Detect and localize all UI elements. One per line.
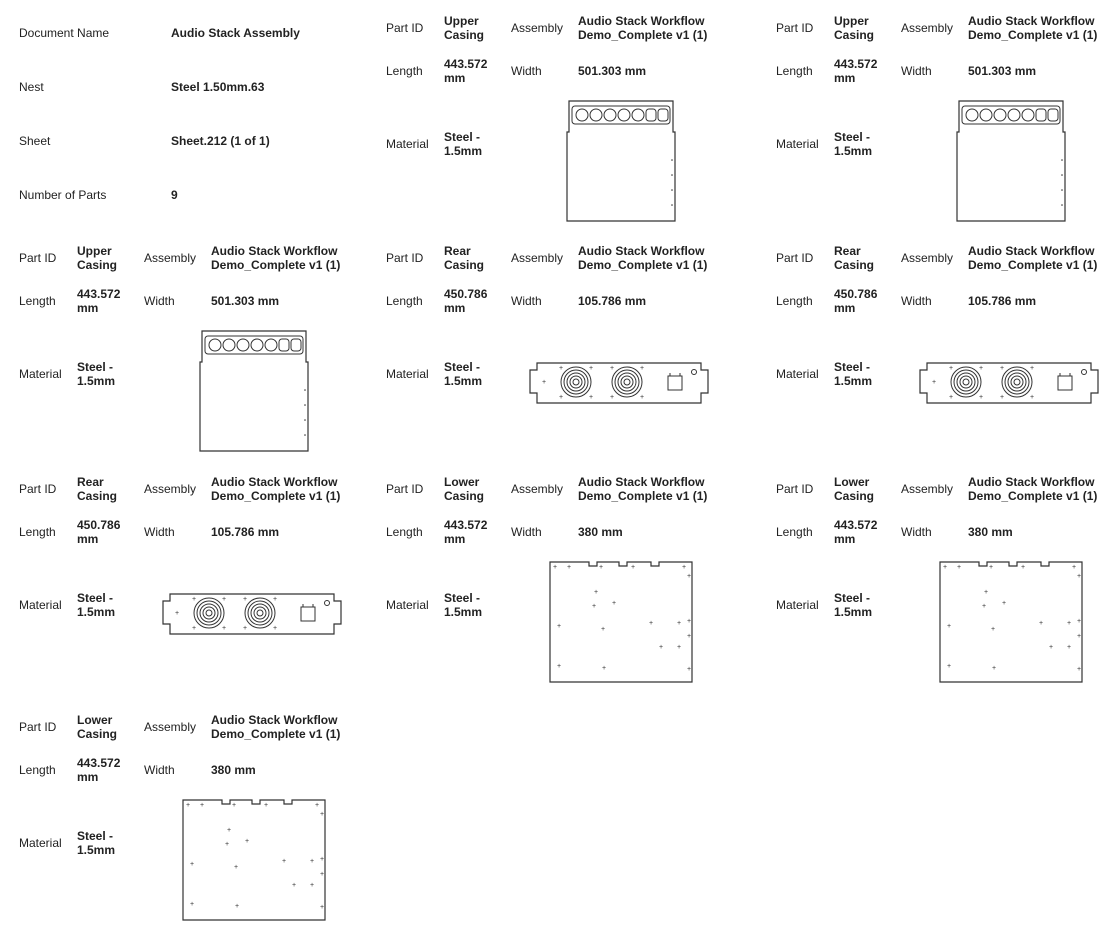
part-id-value	[444, 244, 484, 272]
svg-text:+: +	[319, 871, 325, 878]
material-line: Steel -	[834, 360, 871, 374]
svg-text:+: +	[242, 625, 248, 632]
part-card	[757, 0, 1120, 230]
svg-text:+: +	[552, 564, 558, 571]
part-id-line: Lower	[834, 475, 870, 489]
svg-text:+: +	[600, 626, 606, 633]
length-line: mm	[444, 301, 466, 315]
assembly-label: Assembly	[144, 482, 197, 496]
length-value	[444, 287, 487, 315]
svg-text:+: +	[1076, 633, 1082, 640]
svg-text:+: +	[630, 564, 636, 571]
part-card	[367, 0, 747, 230]
material-value	[834, 130, 872, 158]
material-line: Steel -	[444, 130, 481, 144]
svg-text:+: +	[234, 903, 240, 910]
svg-text:+: +	[558, 394, 564, 401]
summary-label: Sheet	[19, 134, 51, 148]
material-value	[77, 591, 115, 619]
material-line: 1.5mm	[77, 605, 116, 619]
svg-text:+: +	[231, 802, 237, 809]
length-line: 450.786	[77, 518, 121, 532]
part-id-line: Casing	[77, 489, 118, 503]
part-id-label: Part ID	[776, 251, 814, 265]
part-shape-preview	[529, 360, 711, 406]
summary-label: Document Name	[19, 26, 110, 40]
length-line: 443.572	[444, 518, 488, 532]
assembly-label: Assembly	[901, 251, 954, 265]
assembly-line: Demo_Complete v1 (1)	[211, 727, 341, 741]
length-label: Length	[386, 294, 423, 308]
svg-text:+: +	[676, 644, 682, 651]
assembly-line: Demo_Complete v1 (1)	[968, 258, 1098, 272]
length-label: Length	[19, 763, 56, 777]
summary-value: Audio Stack Assembly	[171, 26, 300, 40]
document-summary	[0, 0, 380, 230]
assembly-line: Audio Stack Workflow	[968, 244, 1095, 258]
material-label: Material	[19, 367, 62, 381]
material-line: Steel -	[77, 360, 114, 374]
assembly-label: Assembly	[511, 21, 564, 35]
svg-text:+: +	[221, 596, 227, 603]
material-line: 1.5mm	[834, 605, 873, 619]
length-label: Length	[19, 525, 56, 539]
assembly-label: Assembly	[144, 720, 197, 734]
part-id-value	[834, 475, 874, 503]
assembly-value	[968, 475, 1097, 503]
material-label: Material	[776, 598, 819, 612]
part-id-value	[77, 244, 117, 272]
assembly-line: Demo_Complete v1 (1)	[968, 28, 1098, 42]
part-id-line: Casing	[834, 489, 875, 503]
svg-text:+: +	[1001, 600, 1007, 607]
width-value: 105.786 mm	[211, 525, 280, 539]
material-line: 1.5mm	[77, 374, 116, 388]
length-value	[77, 518, 120, 546]
assembly-value	[968, 244, 1097, 272]
svg-text:+: +	[946, 623, 952, 630]
material-line: Steel -	[444, 360, 481, 374]
svg-text:+: +	[244, 838, 250, 845]
material-label: Material	[19, 598, 62, 612]
material-value	[444, 130, 482, 158]
assembly-line: Demo_Complete v1 (1)	[578, 258, 708, 272]
svg-text:+: +	[263, 802, 269, 809]
width-label: Width	[144, 525, 175, 539]
length-label: Length	[386, 525, 423, 539]
length-line: 443.572	[834, 57, 878, 71]
svg-text:+: +	[686, 633, 692, 640]
svg-text:+: +	[189, 901, 195, 908]
svg-text:+: +	[593, 589, 599, 596]
length-line: 443.572	[834, 518, 878, 532]
svg-text:+: +	[1038, 620, 1044, 627]
length-line: mm	[444, 71, 466, 85]
svg-text:+: +	[676, 620, 682, 627]
svg-text:+: +	[1029, 365, 1035, 372]
svg-text:+: +	[978, 394, 984, 401]
svg-text:+: +	[681, 564, 687, 571]
svg-text:+: +	[990, 626, 996, 633]
part-id-value	[77, 475, 117, 503]
svg-text:+: +	[1076, 573, 1082, 580]
assembly-value	[578, 475, 707, 503]
svg-text:+: +	[611, 600, 617, 607]
width-label: Width	[901, 64, 932, 78]
assembly-value	[968, 14, 1097, 42]
assembly-line: Demo_Complete v1 (1)	[211, 258, 341, 272]
summary-label: Number of Parts	[19, 188, 107, 202]
length-line: mm	[77, 770, 99, 784]
length-line: mm	[444, 532, 466, 546]
width-label: Width	[901, 294, 932, 308]
svg-text:+: +	[1066, 620, 1072, 627]
part-id-label: Part ID	[19, 720, 57, 734]
svg-text:+: +	[314, 802, 320, 809]
assembly-line: Audio Stack Workflow	[968, 475, 1095, 489]
part-shape-preview	[199, 330, 309, 452]
svg-text:+: +	[191, 625, 197, 632]
summary-value: Sheet.212 (1 of 1)	[171, 134, 270, 148]
svg-text:+: +	[948, 394, 954, 401]
svg-text:+: +	[639, 394, 645, 401]
width-value: 501.303 mm	[211, 294, 280, 308]
length-value	[444, 518, 487, 546]
width-value: 501.303 mm	[578, 64, 647, 78]
length-value	[834, 518, 877, 546]
assembly-line: Audio Stack Workflow	[578, 14, 705, 28]
length-line: mm	[834, 532, 856, 546]
svg-text:+: +	[931, 379, 937, 386]
material-line: 1.5mm	[834, 374, 873, 388]
svg-text:+: +	[999, 365, 1005, 372]
length-line: mm	[77, 532, 99, 546]
svg-text:+: +	[556, 663, 562, 670]
svg-text:+: +	[1029, 394, 1035, 401]
width-label: Width	[144, 763, 175, 777]
part-id-line: Lower	[77, 713, 113, 727]
material-line: Steel -	[77, 829, 114, 843]
assembly-line: Demo_Complete v1 (1)	[578, 28, 708, 42]
material-label: Material	[386, 137, 429, 151]
material-line: 1.5mm	[834, 144, 873, 158]
material-line: 1.5mm	[444, 605, 483, 619]
part-id-line: Upper	[77, 244, 112, 258]
width-label: Width	[901, 525, 932, 539]
assembly-line: Audio Stack Workflow	[211, 244, 338, 258]
part-shape-preview	[182, 799, 326, 921]
svg-text:+: +	[309, 858, 315, 865]
assembly-line: Demo_Complete v1 (1)	[578, 489, 708, 503]
summary-value: 9	[171, 188, 178, 202]
part-card	[0, 699, 380, 929]
part-id-label: Part ID	[386, 482, 424, 496]
assembly-label: Assembly	[144, 251, 197, 265]
material-value	[77, 360, 115, 388]
svg-text:+: +	[588, 365, 594, 372]
part-id-label: Part ID	[386, 21, 424, 35]
svg-text:+: +	[191, 596, 197, 603]
part-id-value	[444, 14, 484, 42]
assembly-label: Assembly	[901, 482, 954, 496]
part-shape-preview	[162, 591, 344, 637]
svg-text:+: +	[639, 365, 645, 372]
svg-text:+: +	[588, 394, 594, 401]
material-value	[834, 360, 872, 388]
assembly-line: Demo_Complete v1 (1)	[211, 489, 341, 503]
svg-text:+: +	[1066, 644, 1072, 651]
material-line: 1.5mm	[444, 374, 483, 388]
svg-text:+: +	[319, 856, 325, 863]
material-line: Steel -	[444, 591, 481, 605]
length-value	[834, 287, 877, 315]
svg-text:+: +	[224, 841, 230, 848]
material-label: Material	[386, 598, 429, 612]
length-line: 443.572	[77, 756, 121, 770]
svg-text:+: +	[658, 644, 664, 651]
svg-text:+: +	[566, 564, 572, 571]
part-id-line: Casing	[444, 489, 485, 503]
length-label: Length	[19, 294, 56, 308]
assembly-label: Assembly	[901, 21, 954, 35]
assembly-line: Audio Stack Workflow	[211, 475, 338, 489]
svg-text:+: +	[541, 379, 547, 386]
length-label: Length	[386, 64, 423, 78]
svg-text:+: +	[948, 365, 954, 372]
assembly-value	[211, 475, 340, 503]
width-value: 380 mm	[211, 763, 256, 777]
length-line: 443.572	[444, 57, 488, 71]
svg-text:+: +	[556, 623, 562, 630]
svg-text:+: +	[686, 573, 692, 580]
length-value	[77, 756, 120, 784]
svg-text:+: +	[609, 394, 615, 401]
assembly-line: Audio Stack Workflow	[578, 475, 705, 489]
part-id-line: Lower	[444, 475, 480, 489]
svg-text:+: +	[233, 864, 239, 871]
length-value	[834, 57, 877, 85]
part-shape-preview	[956, 100, 1066, 222]
width-label: Width	[511, 64, 542, 78]
material-value	[444, 591, 482, 619]
svg-text:+: +	[648, 620, 654, 627]
svg-text:+: +	[609, 365, 615, 372]
svg-text:+: +	[291, 882, 297, 889]
part-id-line: Rear	[444, 244, 471, 258]
part-shape-preview	[939, 561, 1083, 683]
length-line: 450.786	[444, 287, 488, 301]
svg-text:+: +	[946, 663, 952, 670]
width-value: 380 mm	[968, 525, 1013, 539]
part-id-line: Rear	[834, 244, 861, 258]
width-value: 380 mm	[578, 525, 623, 539]
svg-text:+: +	[272, 596, 278, 603]
part-shape-preview	[549, 561, 693, 683]
part-card	[757, 230, 1120, 460]
part-id-line: Casing	[444, 28, 485, 42]
width-value: 105.786 mm	[968, 294, 1037, 308]
material-label: Material	[776, 367, 819, 381]
part-id-line: Casing	[77, 258, 118, 272]
svg-text:+: +	[1076, 618, 1082, 625]
summary-label: Nest	[19, 80, 44, 94]
svg-text:+: +	[221, 625, 227, 632]
material-label: Material	[776, 137, 819, 151]
svg-text:+: +	[309, 882, 315, 889]
length-value	[444, 57, 487, 85]
part-id-value	[444, 475, 484, 503]
material-label: Material	[386, 367, 429, 381]
length-value	[77, 287, 120, 315]
svg-text:+: +	[242, 596, 248, 603]
assembly-value	[211, 713, 340, 741]
length-line: 443.572	[77, 287, 121, 301]
svg-text:+: +	[686, 666, 692, 673]
material-value	[444, 360, 482, 388]
material-line: Steel -	[77, 591, 114, 605]
svg-text:+: +	[999, 394, 1005, 401]
part-shape-preview	[919, 360, 1101, 406]
assembly-line: Audio Stack Workflow	[578, 244, 705, 258]
part-id-label: Part ID	[386, 251, 424, 265]
summary-value: Steel 1.50mm.63	[171, 80, 265, 94]
part-card	[0, 461, 380, 691]
part-id-value	[834, 244, 874, 272]
material-line: 1.5mm	[77, 843, 116, 857]
svg-text:+: +	[942, 564, 948, 571]
svg-text:+: +	[983, 589, 989, 596]
svg-text:+: +	[319, 811, 325, 818]
assembly-line: Audio Stack Workflow	[968, 14, 1095, 28]
part-id-line: Casing	[834, 28, 875, 42]
svg-text:+: +	[981, 603, 987, 610]
svg-text:+: +	[601, 665, 607, 672]
svg-text:+: +	[1048, 644, 1054, 651]
svg-text:+: +	[319, 904, 325, 911]
length-label: Length	[776, 64, 813, 78]
svg-text:+: +	[598, 564, 604, 571]
svg-text:+: +	[281, 858, 287, 865]
length-label: Length	[776, 294, 813, 308]
part-card	[0, 230, 380, 460]
svg-text:+: +	[988, 564, 994, 571]
svg-text:+: +	[189, 861, 195, 868]
svg-text:+: +	[558, 365, 564, 372]
part-id-line: Upper	[444, 14, 479, 28]
material-value	[834, 591, 872, 619]
assembly-value	[578, 244, 707, 272]
svg-text:+: +	[978, 365, 984, 372]
svg-text:+: +	[1020, 564, 1026, 571]
svg-text:+: +	[226, 827, 232, 834]
part-id-line: Casing	[77, 727, 118, 741]
assembly-line: Demo_Complete v1 (1)	[968, 489, 1098, 503]
material-label: Material	[19, 836, 62, 850]
assembly-label: Assembly	[511, 482, 564, 496]
part-id-value	[77, 713, 117, 741]
width-value: 105.786 mm	[578, 294, 647, 308]
length-line: 450.786	[834, 287, 878, 301]
part-card	[367, 230, 747, 460]
svg-text:+: +	[956, 564, 962, 571]
length-line: mm	[77, 301, 99, 315]
width-label: Width	[511, 525, 542, 539]
part-shape-preview	[566, 100, 676, 222]
part-id-label: Part ID	[19, 251, 57, 265]
svg-text:+: +	[199, 802, 205, 809]
assembly-label: Assembly	[511, 251, 564, 265]
part-id-value	[834, 14, 874, 42]
part-id-label: Part ID	[19, 482, 57, 496]
svg-text:+: +	[1071, 564, 1077, 571]
width-value: 501.303 mm	[968, 64, 1037, 78]
width-label: Width	[511, 294, 542, 308]
part-id-line: Casing	[444, 258, 485, 272]
svg-text:+: +	[686, 618, 692, 625]
svg-text:+: +	[185, 802, 191, 809]
part-card	[757, 461, 1120, 691]
material-value	[77, 829, 115, 857]
assembly-line: Audio Stack Workflow	[211, 713, 338, 727]
part-id-label: Part ID	[776, 21, 814, 35]
material-line: 1.5mm	[444, 144, 483, 158]
part-id-line: Upper	[834, 14, 869, 28]
assembly-value	[211, 244, 340, 272]
svg-text:+: +	[991, 665, 997, 672]
length-label: Length	[776, 525, 813, 539]
assembly-value	[578, 14, 707, 42]
material-line: Steel -	[834, 591, 871, 605]
svg-text:+: +	[174, 610, 180, 617]
svg-text:+: +	[272, 625, 278, 632]
part-id-label: Part ID	[776, 482, 814, 496]
part-id-line: Casing	[834, 258, 875, 272]
part-id-line: Rear	[77, 475, 104, 489]
width-label: Width	[144, 294, 175, 308]
svg-text:+: +	[1076, 666, 1082, 673]
svg-text:+: +	[591, 603, 597, 610]
part-card	[367, 461, 747, 691]
material-line: Steel -	[834, 130, 871, 144]
length-line: mm	[834, 301, 856, 315]
length-line: mm	[834, 71, 856, 85]
